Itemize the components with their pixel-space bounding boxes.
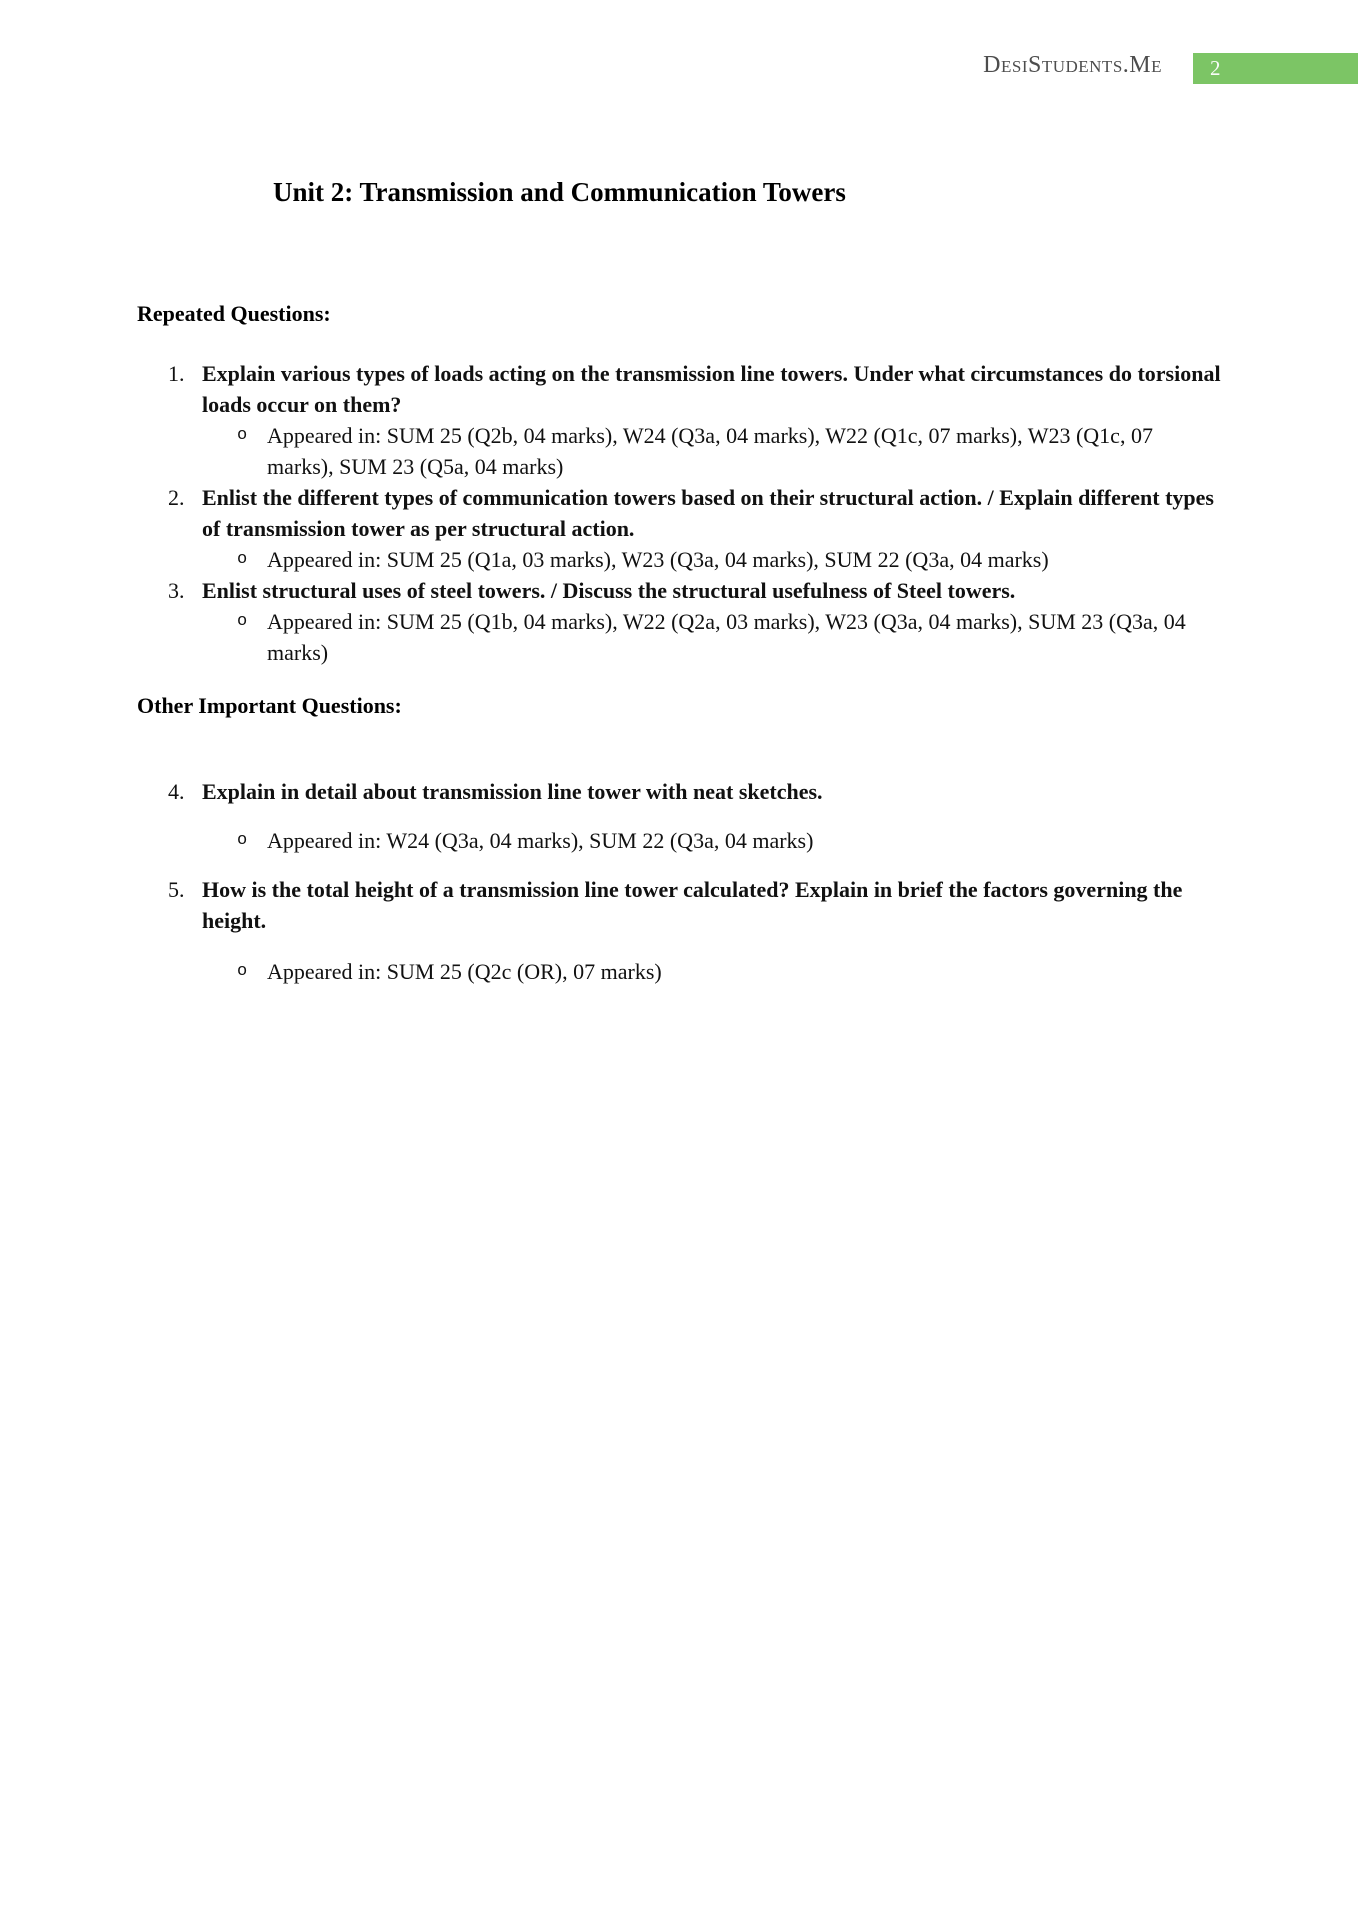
question-number: 5.	[168, 877, 185, 902]
appeared-in-row	[237, 544, 1221, 575]
circle-bullet-icon: o	[237, 612, 248, 631]
section-heading-repeated: Repeated Questions:	[137, 301, 331, 326]
question-item-2	[168, 482, 1221, 544]
question-number: 1.	[168, 361, 185, 386]
appeared-in-text: Appeared in: SUM 25 (Q2c (OR), 07 marks)	[267, 959, 662, 984]
appeared-in-text: Appeared in: SUM 25 (Q2b, 04 marks), W24 (Q3a, 04 marks), W22 (Q1c, 07 marks), W23 (Q1c, 07 marks), SUM 23 (Q5a, 04 marks)	[267, 423, 1153, 479]
question-item-5	[168, 874, 1221, 936]
circle-bullet-icon: o	[237, 426, 248, 445]
question-text: How is the total height of a transmission line tower calculated? Explain in brief the factors governing the height.	[202, 877, 1183, 933]
appeared-in-row	[237, 606, 1221, 668]
appeared-in-text: Appeared in: SUM 25 (Q1b, 04 marks), W22 (Q2a, 03 marks), W23 (Q3a, 04 marks), SUM 23 (Q3a, 04 marks)	[267, 609, 1186, 665]
site-name: DesiStudents.Me	[983, 52, 1162, 78]
question-number: 3.	[168, 578, 185, 603]
appeared-in-text: Appeared in: SUM 25 (Q1a, 03 marks), W23 (Q3a, 04 marks), SUM 22 (Q3a, 04 marks)	[267, 547, 1049, 572]
page-number: 2	[1210, 56, 1221, 80]
document-body	[0, 172, 1358, 987]
circle-bullet-icon: o	[237, 550, 248, 569]
circle-bullet-icon: o	[237, 962, 248, 981]
question-item-3	[168, 575, 1221, 606]
question-text: Enlist the different types of communication towers based on their structural action. / Explain different types of transmission tower as per structural action.	[202, 485, 1214, 541]
page-header	[0, 0, 1358, 84]
appeared-in-row	[237, 956, 1221, 987]
question-text: Explain in detail about transmission line tower with neat sketches.	[202, 779, 823, 804]
question-number: 2.	[168, 485, 185, 510]
other-questions-list	[137, 776, 1221, 987]
appeared-in-row	[237, 825, 1221, 856]
appeared-in-text: Appeared in: W24 (Q3a, 04 marks), SUM 22 (Q3a, 04 marks)	[267, 828, 814, 853]
question-number: 4.	[168, 779, 185, 804]
question-text: Explain various types of loads acting on the transmission line towers. Under what circumstances do torsional loads occur on them?	[202, 361, 1221, 417]
question-item-1	[168, 358, 1221, 420]
question-text: Enlist structural uses of steel towers. / Discuss the structural usefulness of Steel towers.	[202, 578, 1016, 603]
page-title: Unit 2: Transmission and Communication Towers	[273, 177, 846, 207]
appeared-in-row	[237, 420, 1221, 482]
page-number-bar	[1193, 53, 1358, 84]
circle-bullet-icon: o	[237, 831, 248, 850]
repeated-questions-list	[137, 358, 1221, 668]
question-item-4	[168, 776, 1221, 807]
section-heading-other: Other Important Questions:	[137, 693, 402, 718]
